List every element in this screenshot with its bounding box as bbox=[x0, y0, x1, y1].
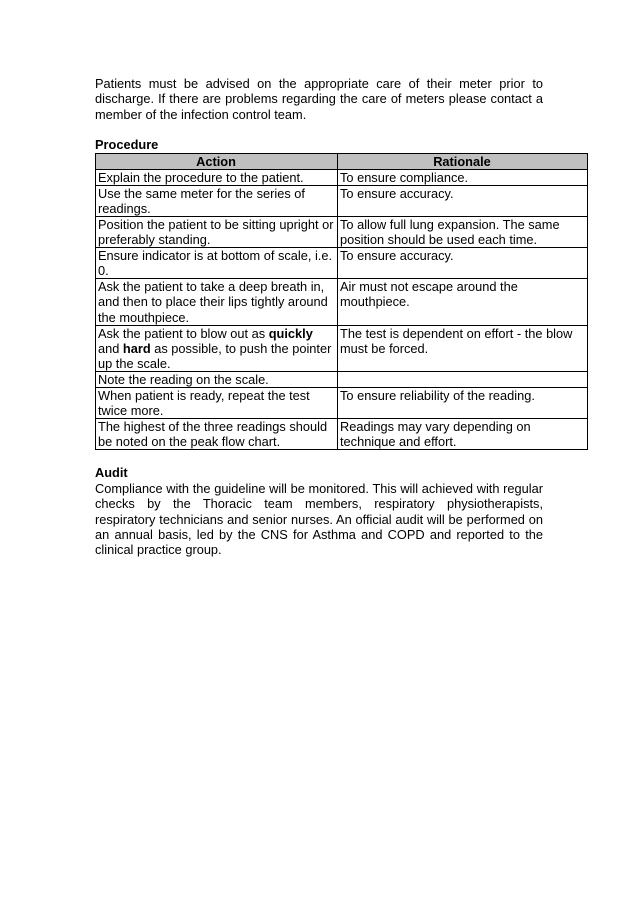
audit-paragraph: Compliance with the guideline will be monitored. This will achieved with regular checks by the Thoracic team members, respiratory physiotherapists, respiratory technicians and senior nurses. An official audit will be performed on an annual basis, led by the CNS for Asthma and COPD and reported to the clinical practice group. bbox=[95, 480, 543, 558]
section-spacer bbox=[95, 450, 543, 465]
table-row bbox=[96, 279, 588, 325]
action-text-part: as possible, to push the pointer up the scale. bbox=[98, 340, 332, 371]
column-header-rationale: Rationale bbox=[338, 153, 588, 169]
audit-heading: Audit bbox=[95, 465, 128, 481]
table-row bbox=[96, 371, 588, 387]
table-row bbox=[96, 248, 588, 279]
table-row bbox=[96, 325, 588, 371]
table-header-row bbox=[96, 153, 588, 169]
action-cell: Ensure indicator is at bottom of scale, i.e. 0. bbox=[96, 248, 338, 279]
procedure-table bbox=[95, 153, 588, 451]
rationale-cell: The test is dependent on effort - the blow must be forced. bbox=[338, 325, 588, 371]
action-emphasis-hard: hard bbox=[122, 340, 151, 356]
procedure-heading: Procedure bbox=[95, 137, 159, 153]
action-cell: Position the patient to be sitting upright or preferably standing. bbox=[96, 217, 338, 248]
action-emphasis-quickly: quickly bbox=[268, 325, 313, 341]
table-row bbox=[96, 388, 588, 419]
rationale-cell: Air must not escape around the mouthpiece. bbox=[338, 279, 588, 325]
action-cell: Explain the procedure to the patient. bbox=[96, 169, 338, 185]
intro-paragraph: Patients must be advised on the appropriate care of their meter prior to discharge. If there are problems regarding the care of meters please contact a member of the infection control team. bbox=[95, 76, 543, 122]
rationale-cell: To ensure compliance. bbox=[338, 169, 588, 185]
rationale-cell: To ensure reliability of the reading. bbox=[338, 388, 588, 419]
action-cell: The highest of the three readings should be noted on the peak flow chart. bbox=[96, 419, 338, 450]
table-row bbox=[96, 419, 588, 450]
action-text-part: Ask the patient to blow out as bbox=[98, 325, 269, 341]
action-cell: Ask the patient to take a deep breath in, and then to place their lips tightly around the mouthpiece. bbox=[96, 279, 338, 325]
table-row bbox=[96, 217, 588, 248]
action-cell: Use the same meter for the series of readings. bbox=[96, 185, 338, 216]
rationale-cell: To ensure accuracy. bbox=[338, 248, 588, 279]
rationale-cell: Readings may vary depending on technique and effort. bbox=[338, 419, 588, 450]
column-header-action: Action bbox=[96, 153, 338, 169]
rationale-cell: To allow full lung expansion. The same position should be used each time. bbox=[338, 217, 588, 248]
rationale-cell: To ensure accuracy. bbox=[338, 185, 588, 216]
action-cell: Note the reading on the scale. bbox=[96, 371, 338, 387]
table-row bbox=[96, 169, 588, 185]
action-cell bbox=[96, 325, 338, 371]
rationale-cell bbox=[338, 371, 588, 387]
document-page bbox=[95, 76, 573, 558]
table-row bbox=[96, 185, 588, 216]
action-text-part: and bbox=[98, 340, 123, 356]
action-cell: When patient is ready, repeat the test twice more. bbox=[96, 388, 338, 419]
